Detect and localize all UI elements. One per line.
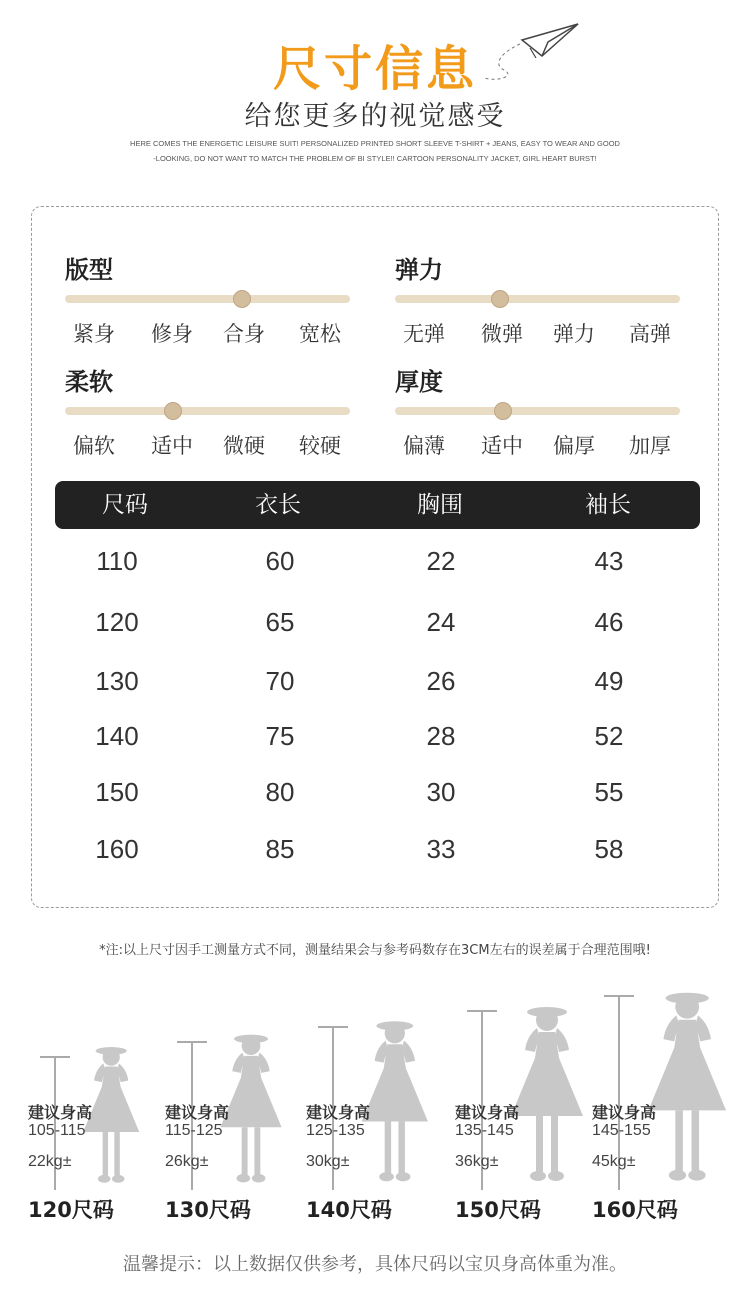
table-cell: 43 — [594, 546, 624, 576]
suggested-height-label: 建议身高 — [592, 1103, 657, 1122]
attribute-option: 宽松 — [299, 322, 341, 346]
attribute-slider-track — [65, 295, 350, 303]
suggested-height-label: 建议身高 — [165, 1103, 230, 1122]
english-description-line-2: -LOOKING, DO NOT WANT TO MATCH THE PROBLEM OF BI STYLE!! CARTOON PERSONALITY JACKET, GIRL HEART BURST! — [153, 154, 597, 163]
attribute-option: 偏软 — [73, 434, 115, 458]
weight-value: 26kg± — [165, 1153, 209, 1170]
recommended-size: 140尺码 — [306, 1198, 392, 1222]
attribute-slider-track — [395, 295, 680, 303]
table-cell: 28 — [426, 721, 456, 751]
table-cell: 58 — [594, 834, 624, 864]
attribute-option: 适中 — [151, 434, 193, 458]
table-cell: 140 — [95, 721, 139, 751]
table-cell: 49 — [594, 666, 624, 696]
attribute-name: 弹力 — [395, 256, 443, 284]
attribute-slider-track — [395, 407, 680, 415]
table-cell: 22 — [426, 546, 456, 576]
tip-text: 温馨提示：以上数据仅供参考，具体尺码以宝贝身高体重为准。 — [123, 1254, 627, 1275]
measurement-note: *注:以上尺寸因手工测量方式不同，测量结果会与参考码数存在3CM左右的误差属于合理范围哦! — [99, 943, 651, 958]
table-cell: 60 — [265, 546, 295, 576]
table-cell: 75 — [265, 721, 295, 751]
recommended-size: 160尺码 — [592, 1198, 678, 1222]
table-cell: 80 — [265, 777, 295, 807]
english-description-line-1: HERE COMES THE ENERGETIC LEISURE SUIT! PERSONALIZED PRINTED SHORT SLEEVE T-SHIRT + JEANS, EASY TO WEAR AND GOOD — [130, 139, 620, 148]
girl-silhouette-icon — [644, 983, 730, 1188]
table-cell: 33 — [426, 834, 456, 864]
weight-value: 30kg± — [306, 1153, 350, 1170]
weight-value: 36kg± — [455, 1153, 499, 1170]
attribute-name: 版型 — [65, 256, 113, 284]
attribute-option: 偏薄 — [403, 434, 445, 458]
paper-plane-icon — [482, 18, 582, 88]
attribute-option: 紧身 — [73, 322, 115, 346]
attribute-slider-knob — [494, 402, 512, 420]
attribute-slider-knob — [233, 290, 251, 308]
table-cell: 120 — [95, 607, 139, 637]
table-cell: 150 — [95, 777, 139, 807]
table-cell: 110 — [96, 546, 138, 576]
attribute-option: 较硬 — [299, 434, 341, 458]
attribute-slider-knob — [164, 402, 182, 420]
table-cell: 46 — [594, 607, 624, 637]
table-cell: 24 — [426, 607, 456, 637]
recommended-size: 130尺码 — [165, 1198, 251, 1222]
table-cell: 85 — [265, 834, 295, 864]
header-length: 衣长 — [255, 492, 301, 518]
header-size: 尺码 — [102, 492, 148, 518]
attribute-1 — [395, 250, 685, 346]
table-cell: 30 — [426, 777, 456, 807]
weight-value: 45kg± — [592, 1153, 636, 1170]
attribute-slider-track — [65, 407, 350, 415]
attribute-3 — [395, 362, 685, 458]
page-subtitle: 给您更多的视觉感受 — [244, 101, 506, 132]
attribute-slider-knob — [491, 290, 509, 308]
attribute-option: 无弹 — [403, 322, 445, 346]
attribute-2 — [65, 362, 355, 458]
suggested-height-label: 建议身高 — [306, 1103, 371, 1122]
weight-value: 22kg± — [28, 1153, 72, 1170]
attribute-option: 弹力 — [553, 322, 595, 346]
header-sleeve: 袖长 — [585, 492, 631, 518]
attribute-option: 修身 — [151, 322, 193, 346]
girl-silhouette-icon — [507, 998, 587, 1188]
suggested-height-label: 建议身高 — [455, 1103, 520, 1122]
page-title: 尺寸信息 — [272, 41, 477, 97]
attribute-0 — [65, 250, 355, 346]
height-range: 125-135 — [306, 1122, 365, 1139]
attribute-option: 加厚 — [629, 434, 671, 458]
attribute-option: 微硬 — [223, 434, 265, 458]
size-table-header — [55, 481, 700, 529]
attribute-option: 高弹 — [629, 322, 671, 346]
height-range: 105-115 — [28, 1122, 86, 1139]
header-chest: 胸围 — [417, 492, 463, 518]
attribute-option: 微弹 — [481, 322, 523, 346]
suggested-height-label: 建议身高 — [28, 1103, 93, 1122]
attribute-option: 适中 — [481, 434, 523, 458]
attribute-option: 合身 — [223, 322, 265, 346]
height-range: 115-125 — [165, 1122, 223, 1139]
height-range: 145-155 — [592, 1122, 651, 1139]
table-cell: 70 — [265, 666, 295, 696]
table-cell: 130 — [95, 666, 139, 696]
table-cell: 55 — [594, 777, 624, 807]
table-cell: 26 — [426, 666, 456, 696]
attribute-option: 偏厚 — [553, 434, 595, 458]
table-cell: 65 — [265, 607, 295, 637]
table-cell: 160 — [95, 834, 139, 864]
recommended-size: 150尺码 — [455, 1198, 541, 1222]
attribute-name: 柔软 — [65, 368, 113, 396]
table-cell: 52 — [594, 721, 624, 751]
recommended-size: 120尺码 — [28, 1198, 114, 1222]
height-range: 135-145 — [455, 1122, 514, 1139]
attribute-name: 厚度 — [395, 368, 443, 396]
